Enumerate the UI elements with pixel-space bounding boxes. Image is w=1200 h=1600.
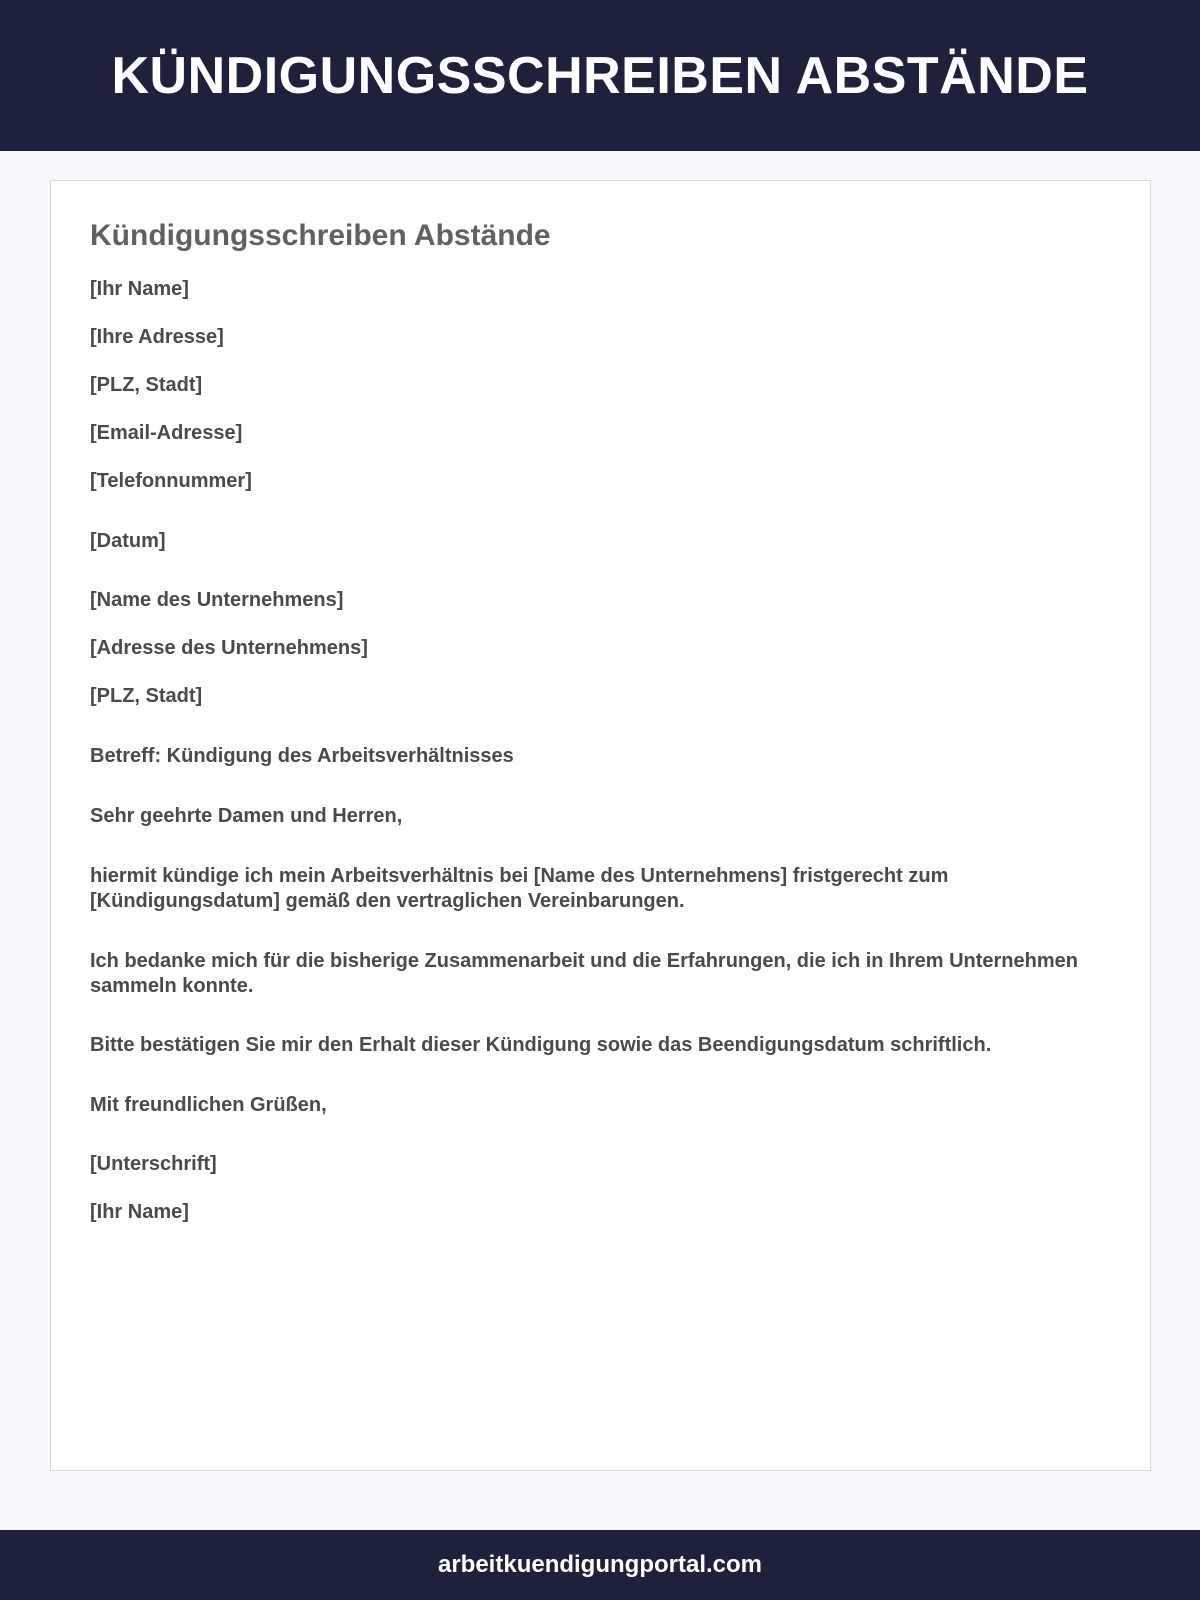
page-footer <box>0 1530 1200 1600</box>
letter-signature-name: [Ihr Name] <box>90 1201 189 1223</box>
letter-date: [Datum] <box>90 530 166 552</box>
sender-email: [Email-Adresse] <box>90 422 243 444</box>
letter-closing: Mit freundlichen Grüßen, <box>90 1094 327 1116</box>
sender-name: [Ihr Name] <box>90 278 189 300</box>
recipient-address: [Adresse des Unternehmens] <box>90 637 368 659</box>
letter-signature: [Unterschrift] <box>90 1153 217 1175</box>
letter-title: Kündigungsschreiben Abstände <box>90 219 551 252</box>
sender-city: [PLZ, Stadt] <box>90 374 203 396</box>
sender-address: [Ihre Adresse] <box>90 326 224 348</box>
page-title: KÜNDIGUNGSSCHREIBEN ABSTÄNDE <box>111 46 1089 105</box>
footer-site-link[interactable]: arbeitkuendigungportal.com <box>437 1551 763 1578</box>
letter-salutation: Sehr geehrte Damen und Herren, <box>90 805 403 827</box>
letter-card <box>50 180 1151 1471</box>
letter-subject: Betreff: Kündigung des Arbeitsverhältnisses <box>90 745 514 767</box>
sender-phone: [Telefonnummer] <box>90 470 252 492</box>
page-header <box>0 0 1200 151</box>
letter-paragraph: Bitte bestätigen Sie mir den Erhalt dieser Kündigung sowie das Beendigungsdatum schriftlich. <box>90 1034 992 1056</box>
recipient-city: [PLZ, Stadt] <box>90 685 203 707</box>
letter-paragraph: Ich bedanke mich für die bisherige Zusammenarbeit und die Erfahrungen, die ich in Ihrem Unternehmen sammeln konnte. <box>90 950 1078 997</box>
recipient-company: [Name des Unternehmens] <box>90 589 344 611</box>
letter-paragraph: hiermit kündige ich mein Arbeitsverhältnis bei [Name des Unternehmens] fristgerecht zum [Kündigungsdatum] gemäß den vertraglichen Vereinbarungen. <box>90 865 949 912</box>
